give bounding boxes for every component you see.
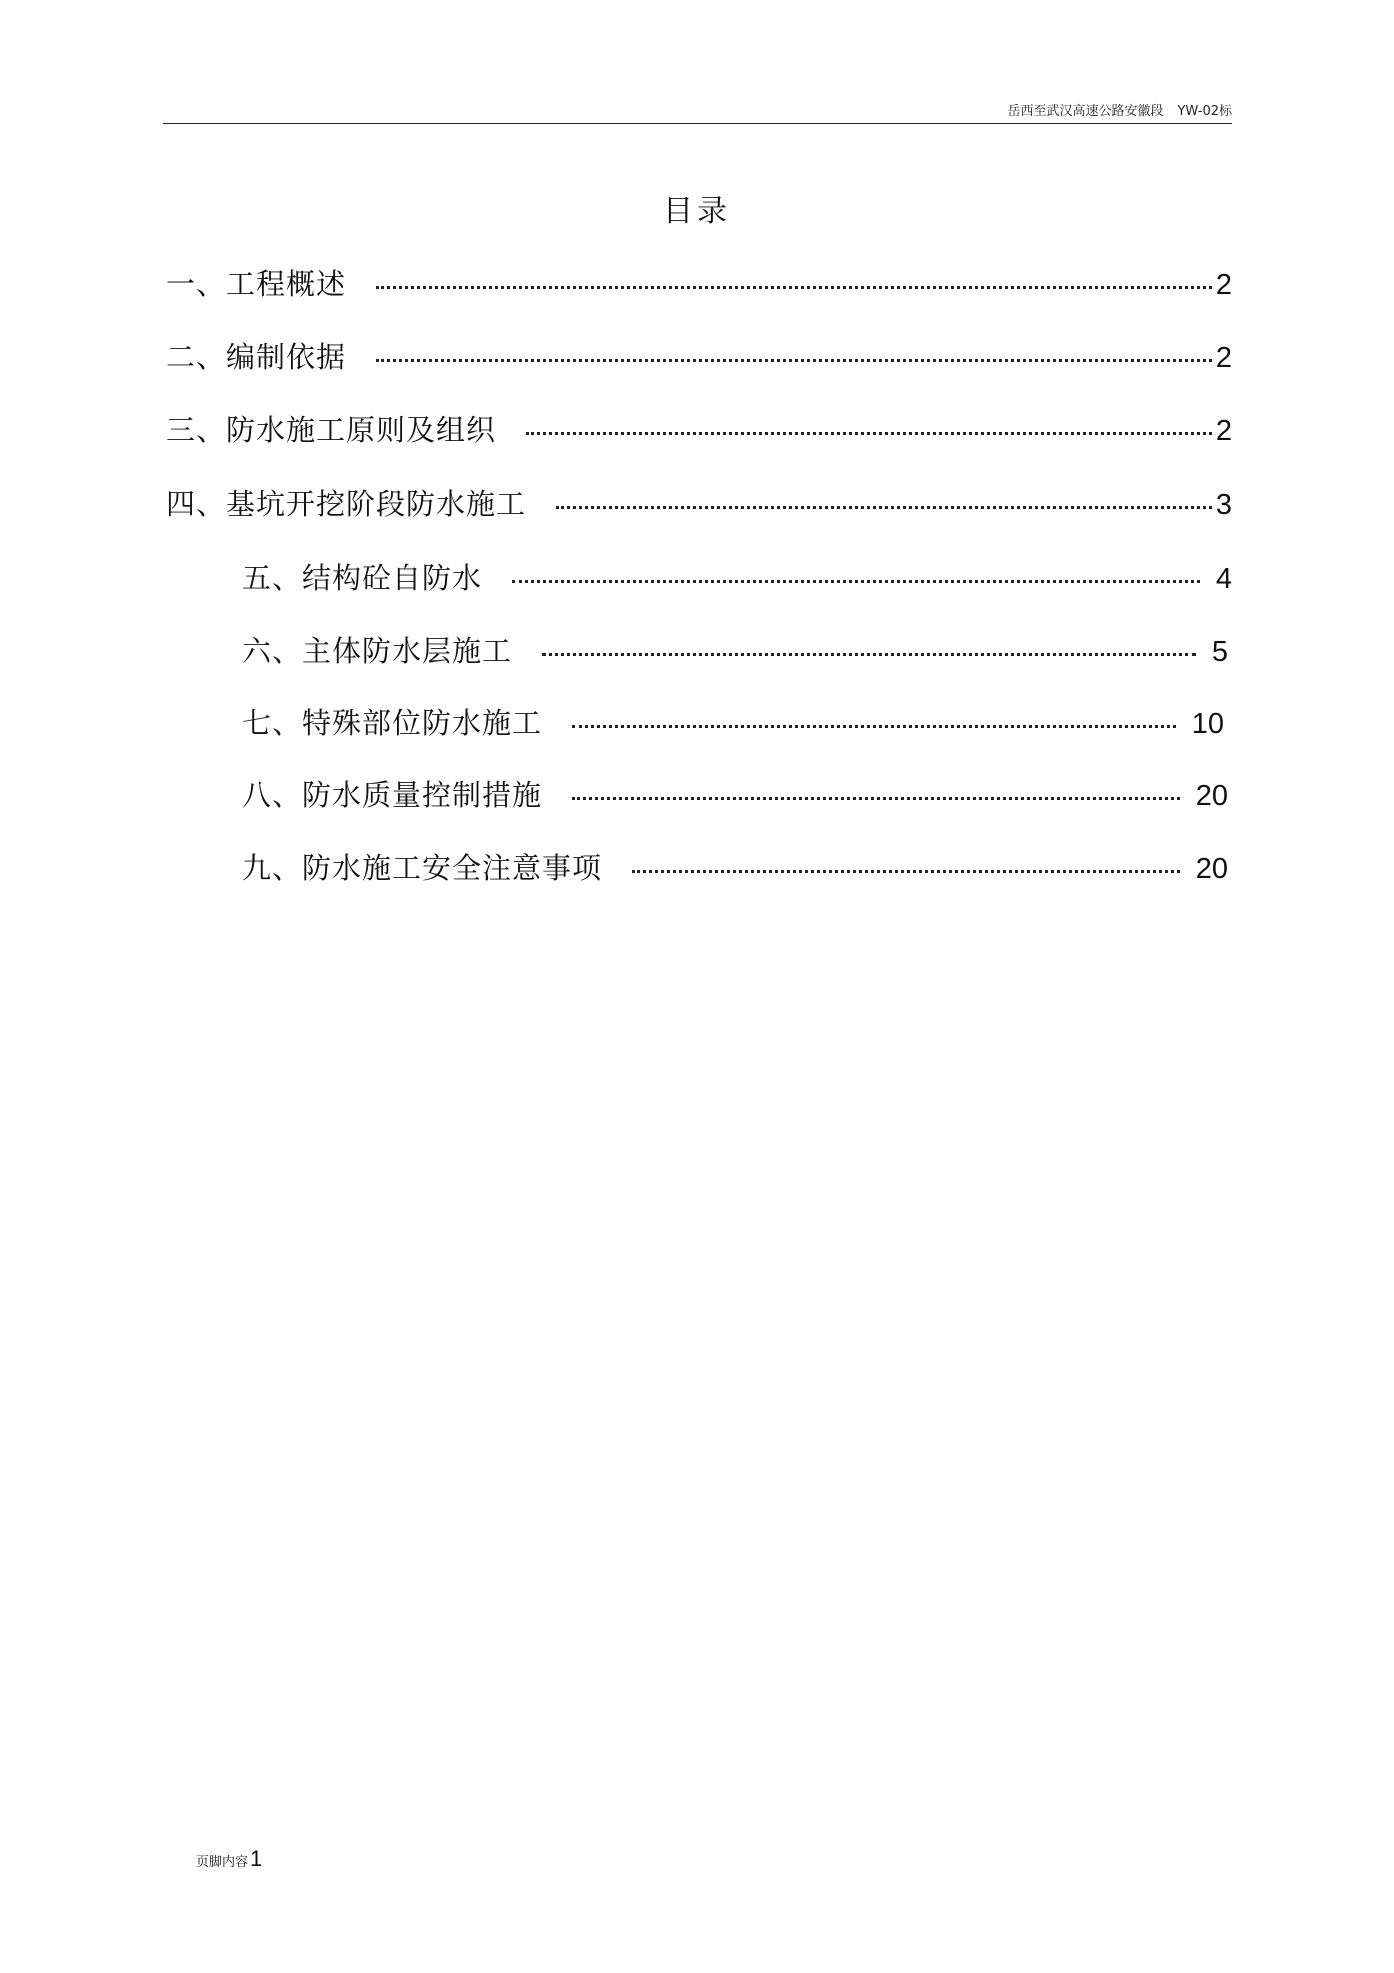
footer-label: 页脚内容	[196, 1855, 249, 1870]
toc-dot-leader	[556, 506, 1212, 509]
toc-title: 目录	[663, 194, 731, 229]
toc-entry[interactable]	[242, 629, 1228, 669]
toc-dot-leader	[542, 653, 1196, 656]
toc-entry-label: 二、编制依据	[166, 340, 347, 374]
toc-entry-page: 2	[1215, 415, 1232, 447]
toc-entry-label: 八、防水质量控制措施	[242, 778, 543, 812]
toc-entry[interactable]	[242, 701, 1224, 741]
toc-entry-label: 九、防水施工安全注意事项	[242, 851, 603, 885]
toc-dot-leader	[526, 432, 1212, 435]
toc-entry[interactable]	[242, 556, 1232, 596]
toc-entry[interactable]	[242, 846, 1228, 886]
toc-entry[interactable]	[166, 335, 1232, 375]
toc-entry-page: 20	[1195, 853, 1228, 885]
toc-dot-leader	[632, 870, 1180, 873]
toc-entry-page: 5	[1211, 636, 1228, 668]
toc-entry-label: 四、基坑开挖阶段防水施工	[166, 487, 527, 521]
toc-entry-page: 3	[1215, 489, 1232, 521]
header-section-code: YW-02标	[1177, 104, 1232, 119]
header-project-name: 岳西至武汉高速公路安徽段	[1007, 104, 1164, 119]
toc-entry[interactable]	[166, 408, 1232, 448]
toc-entry-label: 一、工程概述	[166, 267, 347, 301]
toc-dot-leader	[572, 797, 1180, 800]
toc-entry-label: 五、结构砼自防水	[242, 561, 483, 595]
footer-page-number: 1	[250, 1846, 263, 1871]
page-footer	[196, 1846, 262, 1872]
toc-entry[interactable]	[166, 482, 1232, 522]
toc-entry-page: 4	[1215, 563, 1232, 595]
toc-entry-page: 2	[1215, 269, 1232, 301]
toc-entry-label: 七、特殊部位防水施工	[242, 706, 543, 740]
toc-entry-page: 10	[1191, 708, 1224, 740]
toc-entry[interactable]	[166, 262, 1232, 302]
toc-entry-label: 三、防水施工原则及组织	[166, 413, 497, 447]
header-divider	[163, 123, 1232, 124]
toc-entry[interactable]	[242, 773, 1228, 813]
running-header	[1007, 100, 1232, 119]
toc-entry-label: 六、主体防水层施工	[242, 634, 513, 668]
toc-dot-leader	[512, 580, 1200, 583]
toc-dot-leader	[572, 725, 1176, 728]
toc-entry-page: 2	[1215, 342, 1232, 374]
toc-dot-leader	[376, 286, 1212, 289]
toc-dot-leader	[376, 359, 1212, 362]
toc-entry-page: 20	[1195, 780, 1228, 812]
